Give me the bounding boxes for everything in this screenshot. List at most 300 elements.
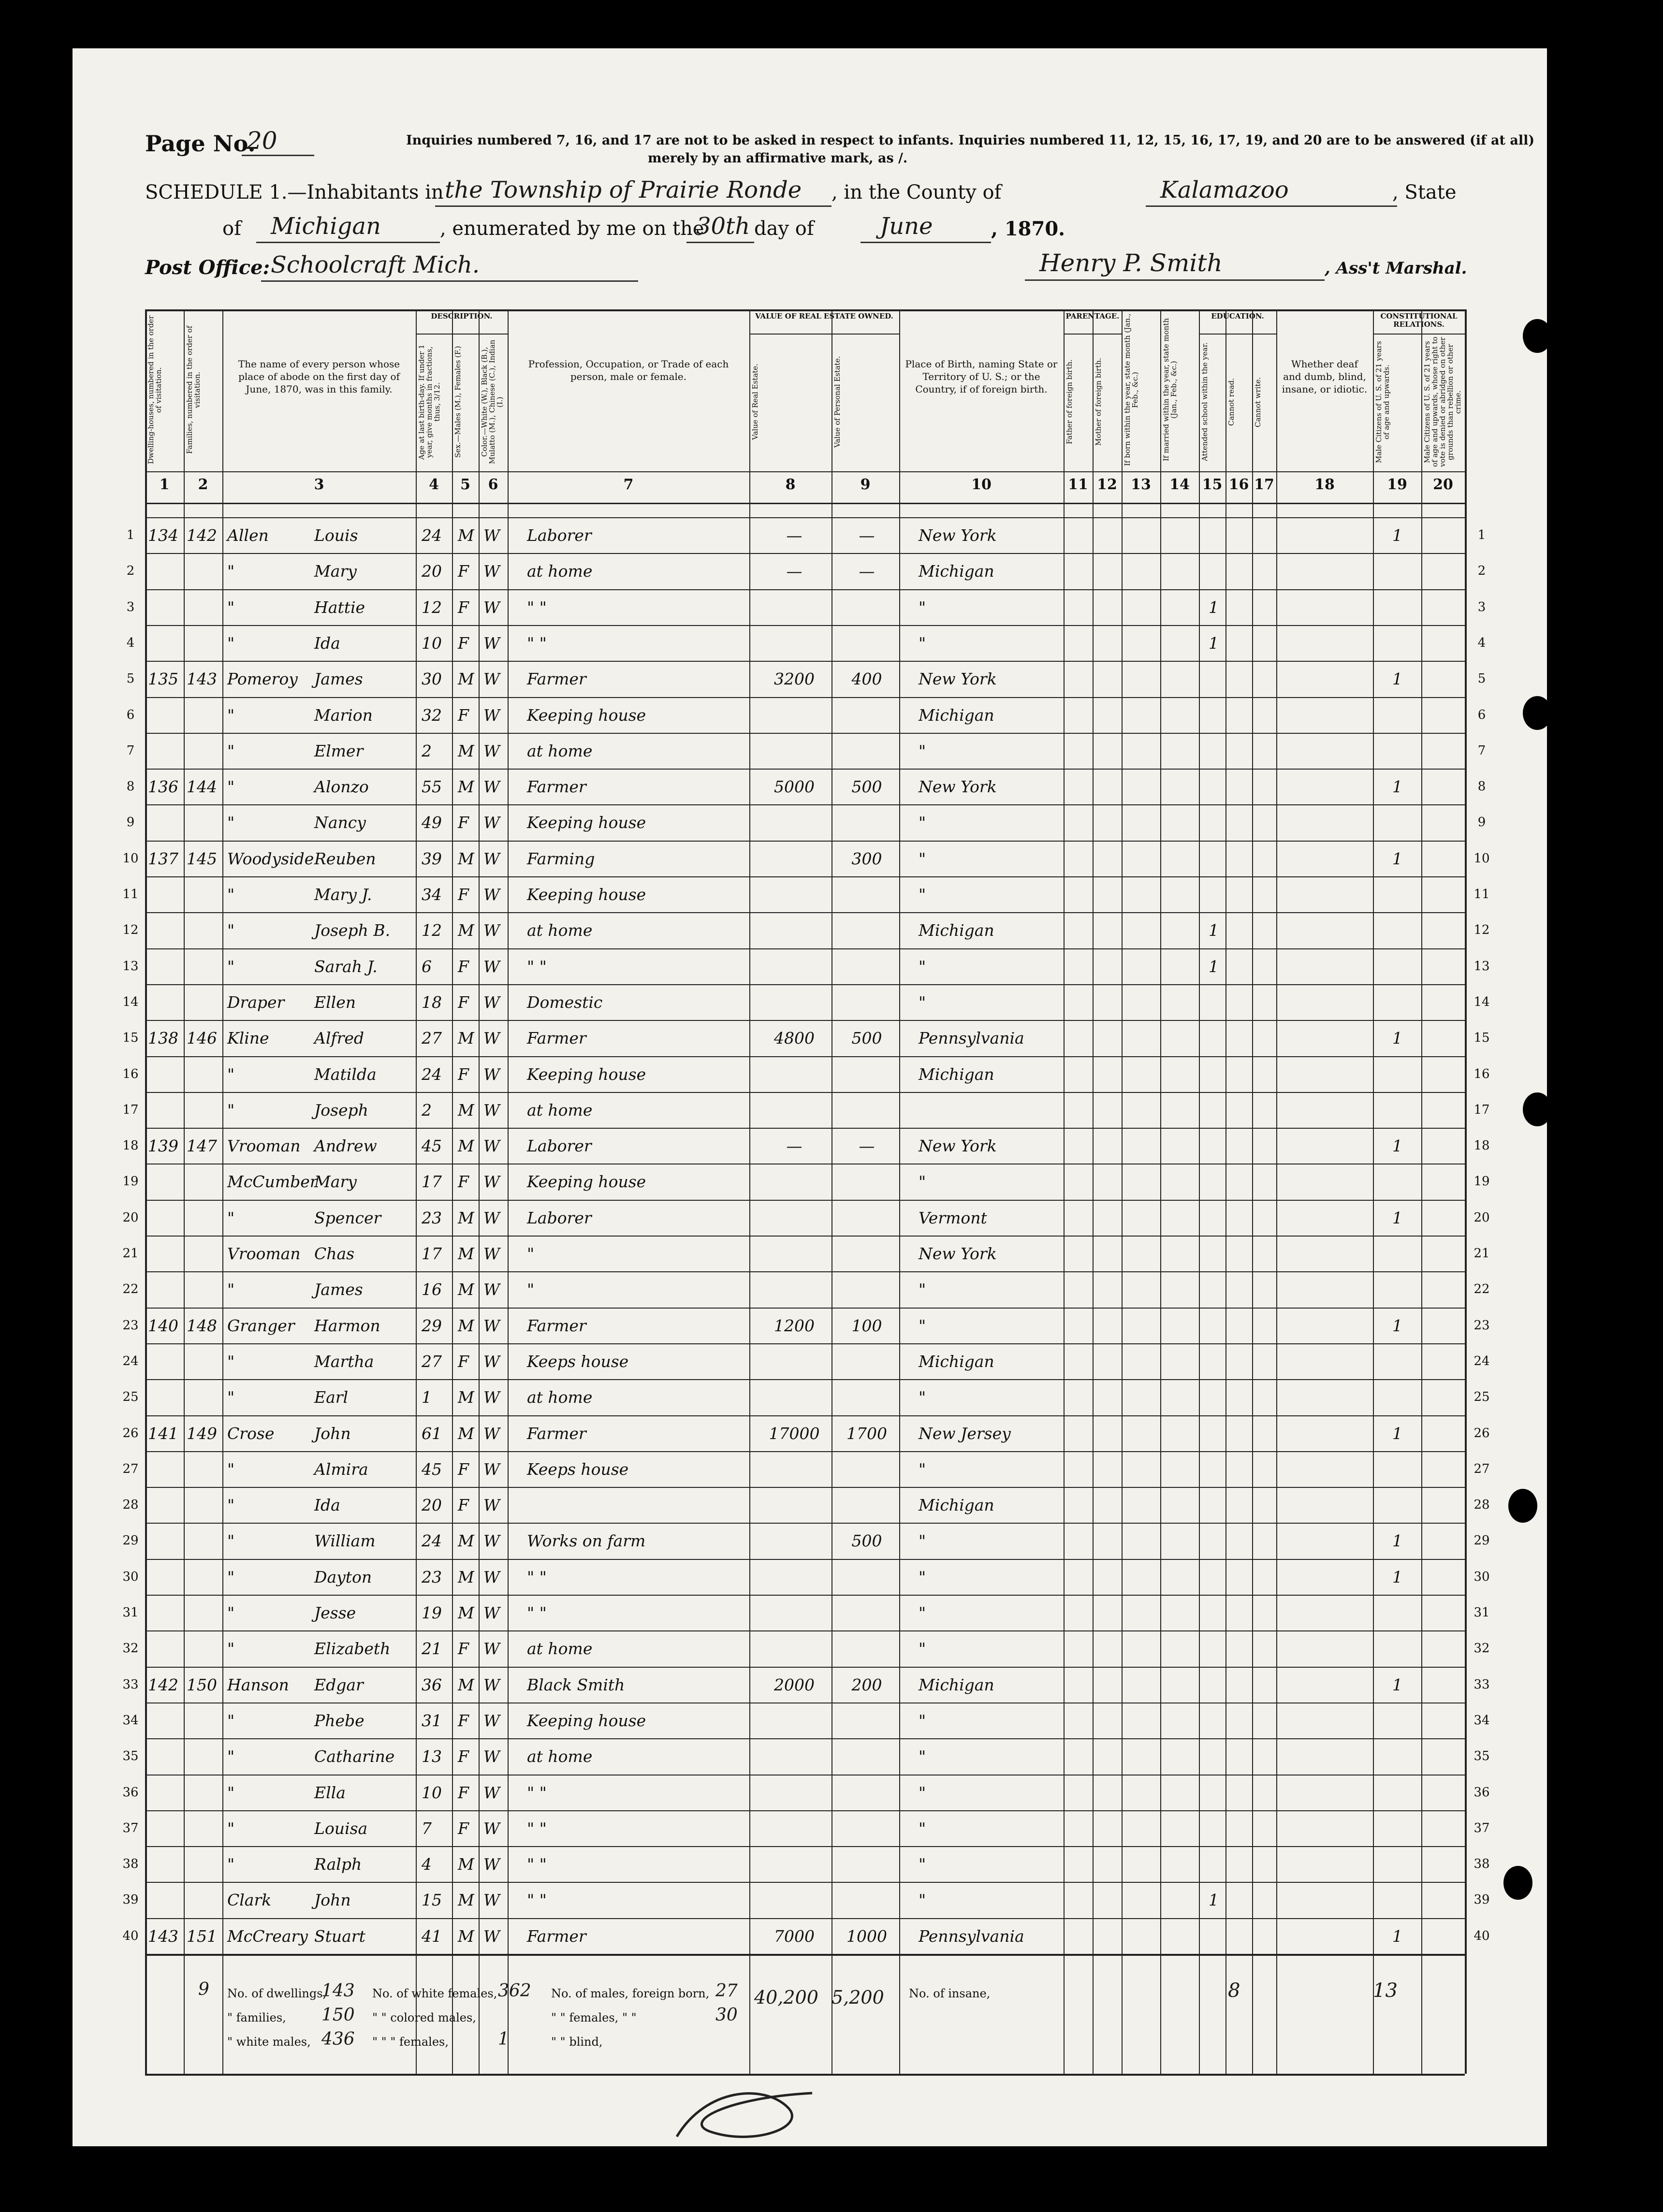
age: 45 (422, 1459, 442, 1479)
occupation: " " (527, 957, 547, 976)
color: W (483, 1459, 500, 1479)
row-number-left: 10 (122, 851, 139, 866)
row-number-right: 17 (1473, 1102, 1490, 1117)
age: 23 (422, 1567, 442, 1586)
surname: " (227, 1567, 235, 1586)
given-name: Almira (314, 1459, 368, 1479)
age: 13 (422, 1747, 442, 1766)
place-of-birth: " (919, 992, 926, 1012)
row-number-right: 5 (1477, 671, 1486, 686)
given-name: Alonzo (314, 777, 369, 797)
surname: " (227, 1352, 235, 1371)
column-number-1: 1 (159, 476, 170, 493)
male-citizen: 1 (1392, 849, 1402, 868)
column-header-14: If married within the year, state month (Jan., Feb., &c.) (1162, 318, 1178, 462)
sex: F (458, 1352, 469, 1371)
row-number-left: 4 (126, 635, 135, 650)
marshal-line (1025, 279, 1325, 281)
white-males-label: " white males, (227, 2035, 311, 2049)
row-number-right: 21 (1473, 1246, 1490, 1261)
sex: M (458, 669, 474, 689)
column-rule (1252, 309, 1253, 2074)
dwelling-number: 136 (148, 777, 178, 797)
age: 7 (422, 1819, 432, 1838)
occupation: Keeping house (527, 1064, 646, 1084)
parentage-group-header-rule (1064, 334, 1122, 335)
given-name: John (314, 1891, 351, 1910)
column-number-6: 6 (488, 476, 498, 493)
real-estate-value: 2000 (774, 1675, 815, 1694)
education-group-header: EDUCATION. (1211, 312, 1264, 320)
column-header-13: If born within the year, state month (Jan., Feb., &c.) (1123, 313, 1139, 466)
row-rule (145, 1667, 1465, 1668)
surname: Draper (227, 992, 285, 1012)
sex: M (458, 1603, 474, 1622)
row-rule (145, 1128, 1465, 1129)
dwelling-number: 143 (148, 1926, 178, 1946)
occupation: Keeping house (527, 1711, 646, 1730)
township-line (435, 205, 832, 207)
row-number-left: 28 (122, 1498, 139, 1513)
row-rule (145, 553, 1465, 554)
row-rule (145, 1487, 1465, 1488)
age: 20 (422, 562, 442, 581)
row-rule (145, 1056, 1465, 1057)
sex: F (458, 957, 469, 976)
sex: F (458, 1711, 469, 1730)
occupation: " " (527, 1819, 547, 1838)
surname: Allen (227, 526, 269, 545)
column-rule (1093, 309, 1094, 2074)
column-number-17: 17 (1254, 476, 1274, 493)
constitutional-group-header-rule (1373, 334, 1465, 335)
personal-estate-value: 100 (851, 1316, 882, 1335)
color: W (483, 1136, 500, 1156)
enumeration-day: 30th (696, 213, 750, 240)
color: W (483, 1172, 500, 1192)
age: 2 (422, 1100, 432, 1120)
column-rule (508, 309, 509, 2074)
given-name: Catharine (314, 1747, 395, 1766)
marshal-signature: Henry P. Smith (1039, 249, 1223, 277)
sex: F (458, 1496, 469, 1515)
real-estate-total: 40,200 (754, 1987, 818, 2008)
given-name: John (314, 1424, 351, 1443)
sex: F (458, 1064, 469, 1084)
color: W (483, 1639, 500, 1659)
male-citizen: 1 (1392, 1531, 1402, 1551)
age: 24 (422, 1531, 442, 1551)
row-number-left: 7 (126, 743, 135, 758)
row-number-right: 30 (1473, 1569, 1490, 1584)
place-of-birth: " (919, 1316, 926, 1335)
row-number-right: 38 (1473, 1857, 1490, 1872)
column-number-14: 14 (1169, 476, 1190, 493)
color: W (483, 921, 500, 940)
row-rule (145, 948, 1465, 949)
row-number-left: 31 (122, 1605, 139, 1620)
place-of-birth: New York (919, 526, 997, 545)
row-number-left: 37 (122, 1820, 139, 1835)
surname: " (227, 1459, 235, 1479)
sex: F (458, 1639, 469, 1659)
surname: McCumber (227, 1172, 318, 1192)
sex: F (458, 705, 469, 725)
table-top-border (145, 309, 1465, 311)
sex: M (458, 849, 474, 868)
given-name: Louisa (314, 1819, 368, 1838)
given-name: Mary (314, 1172, 357, 1192)
personal-estate-value: — (859, 526, 875, 545)
sex: M (458, 1567, 474, 1586)
occupation: at home (527, 1747, 593, 1766)
row-number-right: 26 (1473, 1426, 1490, 1441)
row-rule (145, 1271, 1465, 1272)
occupation: " (527, 1244, 535, 1263)
dwellings-label: No. of dwellings, (227, 1987, 327, 2000)
blind-label: " " blind, (551, 2035, 603, 2049)
family-number: 147 (187, 1136, 217, 1156)
row-number-left: 39 (122, 1892, 139, 1907)
place-of-birth: " (919, 957, 926, 976)
personal-estate-value: 400 (851, 669, 882, 689)
footer-bottom-border (145, 2074, 1465, 2076)
column-header-18: Whether deaf and dumb, blind, insane, or idiotic. (1282, 358, 1368, 395)
row-number-right: 13 (1473, 959, 1490, 974)
day-of-label: day of (754, 218, 814, 240)
column-number-rule (145, 471, 1465, 472)
personal-estate-value: 1000 (846, 1926, 887, 1946)
family-number: 146 (187, 1029, 217, 1048)
post-office: Schoolcraft Mich. (271, 251, 480, 278)
occupation: Farmer (527, 1029, 586, 1048)
surname: " (227, 633, 235, 653)
row-rule (145, 1882, 1465, 1883)
sex: M (458, 1675, 474, 1694)
place-of-birth: " (919, 1639, 926, 1659)
row-number-right: 10 (1473, 851, 1490, 866)
age: 17 (422, 1172, 442, 1192)
row-number-right: 19 (1473, 1174, 1490, 1189)
family-number: 150 (187, 1675, 217, 1694)
color: W (483, 1388, 500, 1407)
sex: M (458, 1855, 474, 1874)
binder-hole (1523, 696, 1552, 730)
place-of-birth: Michigan (919, 705, 994, 725)
given-name: Martha (314, 1352, 374, 1371)
age: 20 (422, 1496, 442, 1515)
attended-school: 1 (1209, 633, 1219, 653)
row-number-left: 2 (126, 564, 135, 579)
place-of-birth: " (919, 1531, 926, 1551)
dwellings-count: 143 (321, 1981, 355, 2001)
occupation: " " (527, 597, 547, 617)
age: 4 (422, 1855, 432, 1874)
attended-school: 1 (1209, 921, 1219, 940)
occupation: " " (527, 1783, 547, 1802)
family-number: 149 (187, 1424, 217, 1443)
given-name: Alfred (314, 1029, 365, 1048)
families-label: " families, (227, 2011, 286, 2024)
sex: M (458, 1388, 474, 1407)
family-number: 151 (187, 1926, 217, 1946)
surname: " (227, 597, 235, 617)
male-citizen: 1 (1392, 1208, 1402, 1227)
row-number-left: 35 (122, 1749, 139, 1764)
place-of-birth: " (919, 1747, 926, 1766)
given-name: Ida (314, 633, 340, 653)
column-header-6: Color.—White (W.), Black (B.), Mulatto (M.), Chinese (C.), Indian (I.) (480, 339, 504, 465)
row-number-left: 5 (126, 671, 135, 686)
row-number-left: 25 (122, 1390, 139, 1405)
color: W (483, 1208, 500, 1227)
row-number-right: 27 (1473, 1461, 1490, 1476)
sex: M (458, 777, 474, 797)
age: 39 (422, 849, 442, 868)
row-rule (145, 517, 1465, 518)
row-number-left: 23 (122, 1318, 139, 1333)
row-rule (145, 733, 1465, 734)
occupation: Domestic (527, 992, 603, 1012)
colored-males-label: " " colored males, (372, 2011, 476, 2024)
sex: M (458, 1136, 474, 1156)
real-estate-value: — (786, 526, 802, 545)
row-number-right: 18 (1473, 1138, 1490, 1153)
page-number: 20 (247, 127, 277, 155)
post-office-label: Post Office: (145, 256, 270, 279)
personal-estate-value: 500 (851, 777, 882, 797)
row-rule (145, 876, 1465, 877)
column-header-1: Dwelling-houses, numbered in the order of visitation. (146, 315, 163, 465)
row-number-left: 26 (122, 1426, 139, 1441)
surname: Hanson (227, 1675, 289, 1694)
sex: F (458, 1819, 469, 1838)
age: 12 (422, 597, 442, 617)
row-rule (145, 1415, 1465, 1416)
real-estate-value: — (786, 1136, 802, 1156)
sex: M (458, 741, 474, 760)
surname: " (227, 885, 235, 904)
dwelling-number: 138 (148, 1029, 178, 1048)
males-foreign-count: 27 (715, 1981, 738, 2001)
personal-estate-value: — (859, 1136, 875, 1156)
column-number-16: 16 (1228, 476, 1249, 493)
column-header-7: Profession, Occupation, or Trade of each person, male or female. (528, 358, 729, 382)
given-name: William (314, 1531, 376, 1551)
row-number-left: 3 (126, 599, 135, 614)
row-number-right: 23 (1473, 1318, 1490, 1333)
dwelling-number: 137 (148, 849, 178, 868)
color: W (483, 1316, 500, 1335)
place-of-birth: " (919, 1891, 926, 1910)
row-rule (145, 1236, 1465, 1237)
surname: " (227, 813, 235, 832)
age: 12 (422, 921, 442, 940)
surname: " (227, 1639, 235, 1659)
place-of-birth: " (919, 1783, 926, 1802)
place-of-birth: " (919, 741, 926, 760)
given-name: Joseph (314, 1100, 368, 1120)
row-number-right: 8 (1477, 779, 1486, 794)
value-group-header-rule (749, 334, 899, 335)
occupation: Black Smith (527, 1675, 625, 1694)
colored-females-count: 1 (498, 2029, 509, 2049)
row-number-right: 20 (1473, 1210, 1490, 1225)
age: 18 (422, 992, 442, 1012)
row-number-right: 7 (1477, 743, 1486, 758)
attended-school: 1 (1209, 1891, 1219, 1910)
given-name: Edgar (314, 1675, 364, 1694)
given-name: Jesse (314, 1603, 356, 1622)
parentage-group-header: PARENTAGE. (1065, 312, 1120, 320)
surname: " (227, 1531, 235, 1551)
row-number-left: 22 (122, 1282, 139, 1297)
row-rule (145, 625, 1465, 626)
color: W (483, 1926, 500, 1946)
state-line (256, 242, 440, 243)
personal-estate-value: 500 (851, 1531, 882, 1551)
place-of-birth: " (919, 1855, 926, 1874)
row-number-right: 40 (1473, 1928, 1490, 1943)
row-number-right: 24 (1473, 1353, 1490, 1368)
page-number-label: Page No. (145, 131, 256, 157)
age: 15 (422, 1891, 442, 1910)
row-rule (145, 589, 1465, 590)
county-line (1146, 205, 1397, 207)
age: 55 (422, 777, 442, 797)
surname: " (227, 1603, 235, 1622)
color: W (483, 1064, 500, 1084)
row-rule (145, 697, 1465, 698)
row-number-right: 36 (1473, 1785, 1490, 1800)
row-number-left: 15 (122, 1031, 139, 1046)
of-label: of (222, 218, 241, 240)
column-header-19: Male Citizens of U. S. of 21 years of age and upwards. (1374, 341, 1391, 463)
row-number-left: 29 (122, 1533, 139, 1548)
binder-hole (1523, 1092, 1552, 1126)
row-number-right: 25 (1473, 1390, 1490, 1405)
post-office-line (261, 280, 638, 282)
male-citizen: 1 (1392, 1316, 1402, 1335)
occupation: " " (527, 1603, 547, 1622)
occupation: " " (527, 1855, 547, 1874)
column-header-5: Sex.—Males (M.), Females (F.) (453, 346, 462, 458)
occupation: at home (527, 1100, 593, 1120)
occupation: Keeps house (527, 1352, 629, 1371)
column-number-4: 4 (429, 476, 439, 493)
footer-line-mark: 9 (198, 1979, 209, 1999)
place-of-birth: New York (919, 669, 997, 689)
color: W (483, 885, 500, 904)
age: 61 (422, 1424, 442, 1443)
column-header-4: Age at last birth-day. If under 1 year, give months in fractions, thus, 3/12. (417, 344, 441, 460)
male-citizen: 1 (1392, 777, 1402, 797)
row-number-right: 39 (1473, 1892, 1490, 1907)
sex: M (458, 1926, 474, 1946)
row-rule (145, 1630, 1465, 1631)
sex: M (458, 1891, 474, 1910)
sex: M (458, 526, 474, 545)
column-header-3: The name of every person whose place of abode on the first day of June, 1870, was in this family. (238, 358, 400, 395)
column-number-11: 11 (1068, 476, 1088, 493)
occupation: Laborer (527, 1208, 592, 1227)
description-group-header-rule (416, 334, 508, 335)
given-name: Mary (314, 562, 357, 581)
females-foreign-label: " " females, " " (551, 2011, 637, 2024)
row-number-right: 1 (1477, 528, 1486, 542)
color: W (483, 526, 500, 545)
row-rule (145, 1595, 1465, 1596)
occupation: Farmer (527, 669, 586, 689)
column-rule (1276, 309, 1277, 2074)
occupation: Farmer (527, 1316, 586, 1335)
marshal-label: , Ass't Marshal. (1325, 259, 1467, 278)
value-group-header: VALUE OF REAL ESTATE OWNED. (755, 312, 893, 320)
age: 27 (422, 1029, 442, 1048)
given-name: Hattie (314, 597, 365, 617)
row-number-right: 34 (1473, 1713, 1490, 1728)
age: 6 (422, 957, 432, 976)
surname: McCreary (227, 1926, 308, 1946)
color: W (483, 1496, 500, 1515)
row-rule (145, 1810, 1465, 1811)
sex: M (458, 1424, 474, 1443)
real-estate-value: 4800 (774, 1029, 815, 1048)
white-males-count: 436 (321, 2029, 355, 2049)
inquiries-note: Inquiries numbered 7, 16, and 17 are not to be asked in respect to infants. Inquiries numbered 11, 12, 15, 16, 17, 19, and 20 are to be answered (if at all) (406, 133, 1535, 148)
dwelling-number: 135 (148, 669, 178, 689)
column-number-12: 12 (1097, 476, 1117, 493)
column-rule (222, 309, 223, 2074)
sex: M (458, 1316, 474, 1335)
color: W (483, 1352, 500, 1371)
color: W (483, 1100, 500, 1120)
color: W (483, 1567, 500, 1586)
occupation: at home (527, 562, 593, 581)
column-rule (1421, 309, 1422, 2074)
given-name: Elizabeth (314, 1639, 391, 1659)
place-of-birth: Michigan (919, 1352, 994, 1371)
given-name: Ralph (314, 1855, 362, 1874)
row-number-right: 35 (1473, 1749, 1490, 1764)
sex: M (458, 921, 474, 940)
personal-estate-value: 1700 (846, 1424, 887, 1443)
column-rule (1160, 309, 1161, 2074)
color: W (483, 849, 500, 868)
column-rule (1199, 309, 1200, 2074)
township: the Township of Prairie Ronde (445, 176, 802, 204)
occupation: Keeping house (527, 813, 646, 832)
sex: F (458, 1459, 469, 1479)
sex: F (458, 633, 469, 653)
surname: Vrooman (227, 1244, 301, 1263)
attended-school: 1 (1209, 957, 1219, 976)
row-rule (145, 912, 1465, 913)
constitutional-group-header: CONSTITUTIONAL RELATIONS. (1380, 312, 1458, 329)
row-number-right: 12 (1473, 923, 1490, 938)
row-number-left: 14 (122, 994, 139, 1009)
given-name: Matilda (314, 1064, 377, 1084)
occupation: at home (527, 921, 593, 940)
given-name: James (314, 1280, 363, 1299)
surname: " (227, 1711, 235, 1730)
row-number-left: 17 (122, 1102, 139, 1117)
occupation: Works on farm (527, 1531, 646, 1551)
age: 27 (422, 1352, 442, 1371)
column-number-3: 3 (314, 476, 324, 493)
surname: " (227, 1819, 235, 1838)
male-citizen: 1 (1392, 1424, 1402, 1443)
